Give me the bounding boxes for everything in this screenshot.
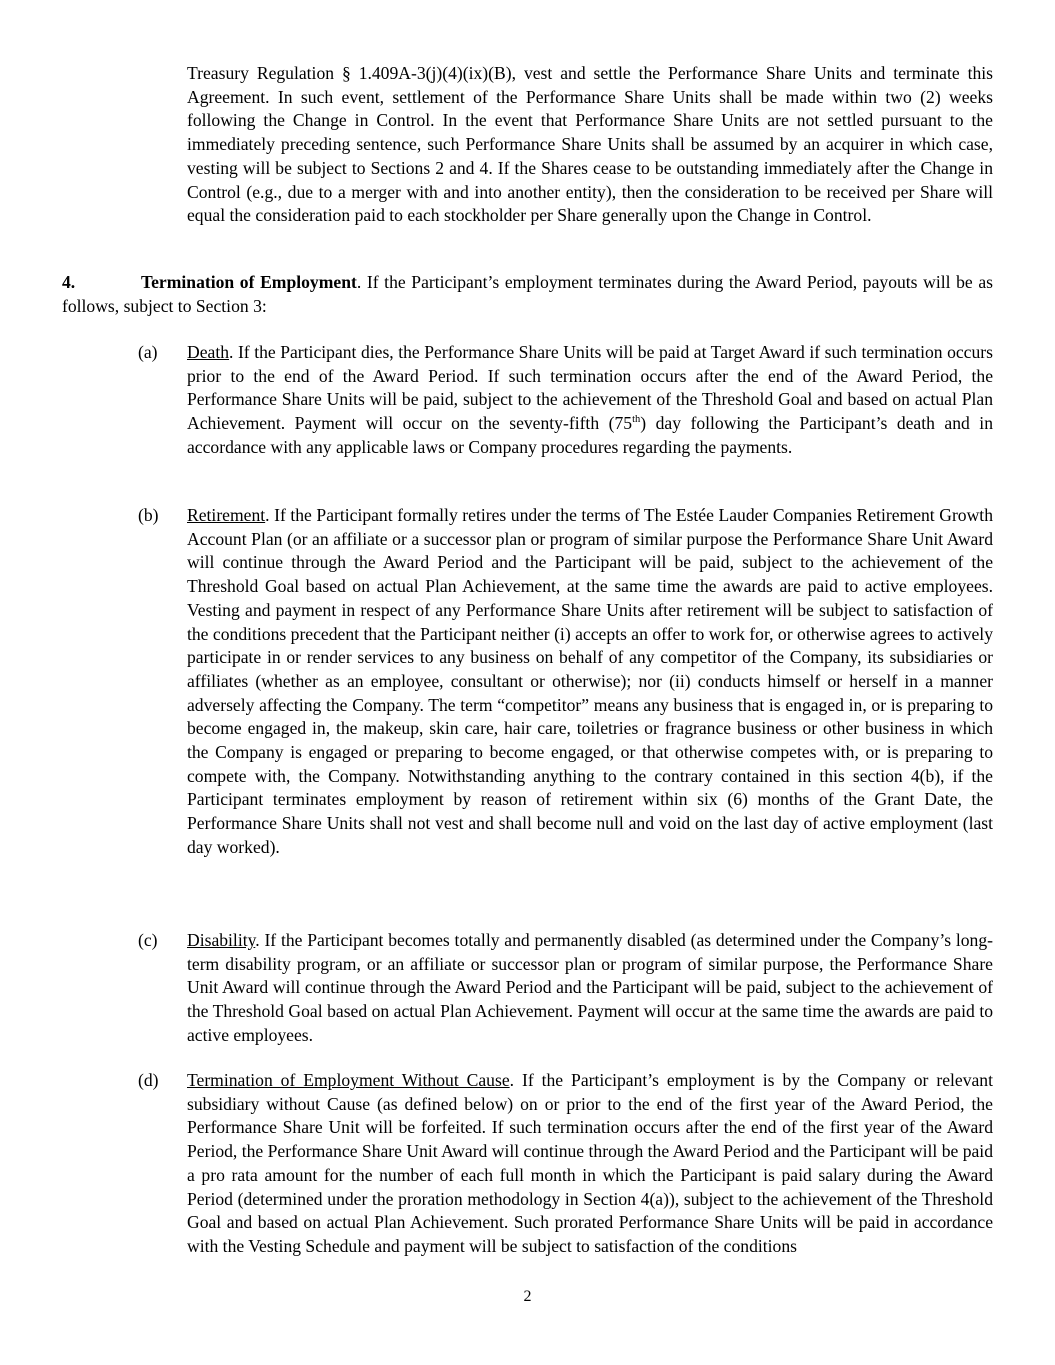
item-termination-paragraph [187, 1069, 993, 1259]
item-termination-text: . If the Participant’s employment is by the Company or relevant subsidiary without Cause (as defined below) on or prior to the end of the first year of the Award Period, the Performance Share Unit will be forfeited. If such termination occurs after the end of the first year of the Award Period, the Performance Share Unit Award will continue through the Award Period and the Participant will be paid a pro rata amount for the number of each full month in which the Participant is paid salary during the Award Period (determined under the proration methodology in Section 4(a)), subject to the achievement of the Threshold Goal and based on actual Plan Achievement. Such prorated Performance Share Units will be paid in accordance with the Vesting Schedule and payment will be subject to satisfaction of the conditions [187, 1070, 993, 1256]
section-title: Termination of Employment [141, 272, 357, 292]
item-disability-text: . If the Participant becomes totally and permanently disabled (as determined under the Company’s long-term disability program, or an affiliate or successor plan or program of similar purpose, the Performance Share Unit Award will continue through the Award Period and the Participant will be paid, subject to the achievement of the Threshold Goal based on actual Plan Achievement. Payment will occur at the same time the awards are paid to active employees. [187, 930, 993, 1045]
item-termination-without-cause [138, 1069, 993, 1259]
ordinal-superscript: th [632, 414, 641, 426]
item-death-heading: Death [187, 342, 230, 362]
item-retirement-heading: Retirement [187, 505, 266, 525]
section-number: 4. [62, 272, 76, 292]
item-death-text-1: . If the Participant dies, the Performance Share Units will be paid at Target Award if such termination occurs prior to the end of the Award Period. If such termination occurs after the end of the Award Period, the Performance Share Units will be paid, subject to the achievement of the Threshold Goal and based on actual Plan Achievement. Payment will occur on the seventy-fifth (75 [187, 342, 993, 434]
page-number: 2 [523, 1288, 532, 1305]
item-death [138, 341, 993, 460]
item-label-d: (d) [138, 1070, 159, 1090]
item-label-b: (b) [138, 505, 159, 525]
item-death-text-2: ) day following the Participant’s death and in accordance with any applicable laws or Company procedures regarding the payments. [187, 413, 993, 457]
item-retirement-text: . If the Participant formally retires under the terms of The Estée Lauder Companies Retirement Growth Account Plan (or an affiliate or a successor plan or program of similar purpose the Performance Share Unit Award will continue through the Award Period and the Participant will be paid, subject to the achievement of the Threshold Goal based on actual Plan Achievement, at the same time the awards are paid to active employees. Vesting and payment in respect of any Performance Share Units after retirement will be subject to satisfaction of the conditions precedent that the Participant neither (i) accepts an offer to work for, or otherwise agrees to actively participate in or render services to any business on behalf of any competitor of the Company, its subsidiaries or affiliates (whether as an employee, consultant or otherwise); nor (ii) conducts himself or herself in a manner adversely affecting the Company. The term “competitor” means any business that is engaged in, or is preparing to become engaged in, the makeup, skin care, hair care, toiletries or fragrance business or other business in which the Company is engaged or preparing to become engaged, or that otherwise competes with, or is preparing to compete with, the Company. Notwithstanding anything to the contrary contained in this section 4(b), if the Participant terminates employment by reason of retirement within six (6) months of the Grant Date, the Performance Share Units shall not vest and shall become null and void on the last day of active employment (last day worked). [187, 505, 993, 857]
section-text: . If the Participant’s employment terminates during the Award Period, payouts will be as follows, subject to Section 3: [62, 272, 993, 316]
item-disability [138, 929, 993, 1048]
section-4-paragraph [62, 271, 993, 318]
item-termination-heading: Termination of Employment Without Cause [187, 1070, 510, 1090]
item-label-c: (c) [138, 930, 158, 950]
item-death-paragraph [187, 341, 993, 460]
intro-paragraph: Treasury Regulation § 1.409A-3(j)(4)(ix)(B), vest and settle the Performance Share Units and terminate this Agreement. In such event, settlement of the Performance Share Units shall be made within two (2) weeks following the Change in Control. In the event that Performance Share Units are not settled pursuant to the immediately preceding sentence, such Performance Share Units shall be assumed by an acquirer in which case, vesting will be subject to Sections 2 and 4. If the Shares cease to be outstanding immediately after the Change in Control (e.g., due to a merger with and into another entity), then the consideration to be received per Share will equal the consideration paid to each stockholder per Share generally upon the Change in Control. [187, 63, 993, 226]
item-label-a: (a) [138, 342, 158, 362]
item-retirement-paragraph [187, 504, 993, 860]
item-disability-heading: Disability [187, 930, 256, 950]
item-disability-paragraph [187, 929, 993, 1048]
item-retirement [138, 504, 993, 860]
